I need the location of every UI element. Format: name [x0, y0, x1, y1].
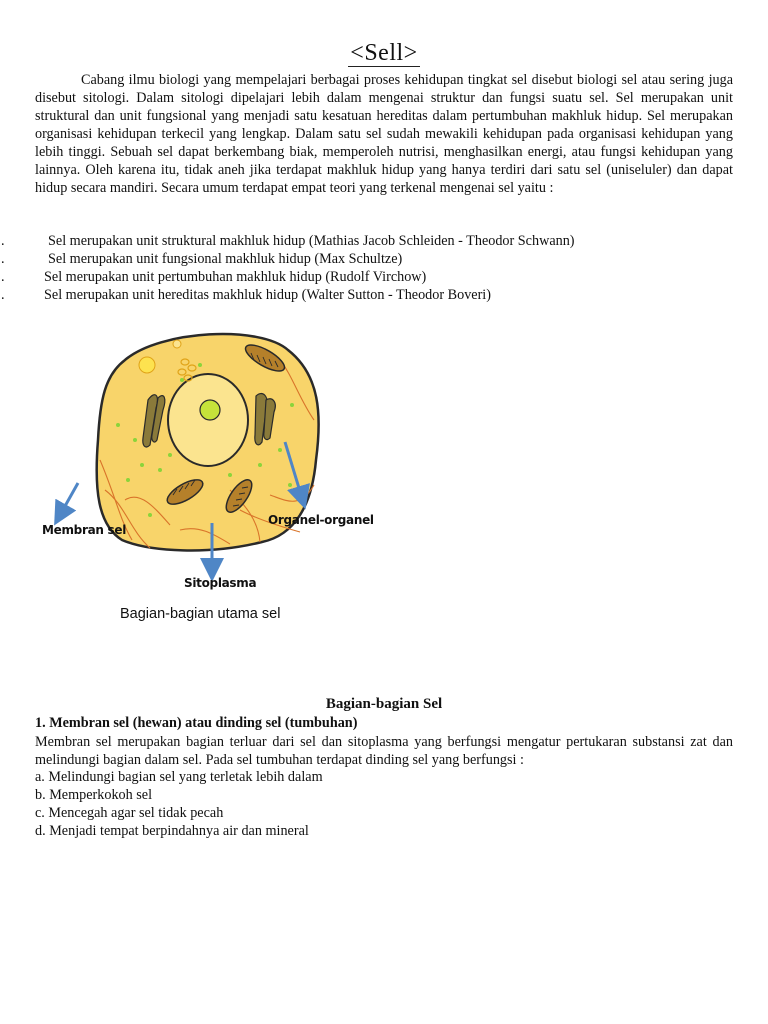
- list-bullet: .: [1, 251, 5, 267]
- intro-paragraph: Cabang ilmu biologi yang mempelajari berbagai proses kehidupan tingkat sel disebut biologi sel atau sering juga disebut sitologi. Dalam sitologi dipelajari lebih dalam mengenai struktur dan fungsi suatu sel. Sel merupakan unit struktural dan unit fungsional yang menjadi satu kesatuan hereditas dalam pertumbuhan makhluk hidup. Sel merupakan organisasi kehidupan terkecil yang lengkap. Dalam satu sel sudah mewakili kehidupan pada organisasi kehidupan yang lebih tinggi. Sebuah sel dapat berkembang biak, memperoleh nutrisi, menghasilkan energi, atau fungsi kehidupan yang lainnya. Oleh karena itu, tidak aneh jika terdapat makhluk hidup yang hanya terdiri dari satu sel (uniseluler) dan dapat hidup secara mandiri. Secara umum terdapat empat teori yang terkenal mengenai sel yaitu :: [35, 72, 733, 196]
- list-item-text: Sel merupakan unit hereditas makhluk hidup (Walter Sutton - Theodor Boveri): [44, 287, 491, 303]
- list-item-text: Sel merupakan unit fungsional makhluk hidup (Max Schultze): [48, 251, 403, 267]
- list-bullet: .: [1, 269, 5, 285]
- figure-caption: Bagian-bagian utama sel: [120, 606, 281, 622]
- list-item: d. Menjadi tempat berpindahnya air dan mineral: [35, 823, 309, 839]
- small-vesicle: [173, 340, 181, 348]
- nucleolus: [200, 400, 220, 420]
- list-item-text: Sel merupakan unit struktural makhluk hidup (Mathias Jacob Schleiden - Theodor Schwann): [48, 233, 575, 249]
- list-item: [0, 232, 768, 250]
- list-item-text: Sel merupakan unit pertumbuhan makhluk hidup (Rudolf Virchow): [44, 269, 427, 285]
- membrane-label: Membran sel: [42, 523, 127, 537]
- list-item: [0, 268, 768, 286]
- membrane-arrow: [60, 483, 78, 515]
- theory-list: [0, 232, 768, 304]
- list-item: a. Melindungi bagian sel yang terletak lebih dalam: [35, 769, 323, 785]
- section-paragraph: Membran sel merupakan bagian terluar dari sel dan sitoplasma yang berfungsi mengatur pertukaran substansi zat dan melindungi bagian dalam sel. Pada sel tumbuhan terdapat dinding sel yang berfungsi :: [35, 734, 733, 768]
- page-title: [0, 40, 768, 67]
- section-title: Bagian-bagian Sel: [325, 696, 443, 712]
- list-item: c. Mencegah agar sel tidak pecah: [35, 805, 224, 821]
- cell-diagram: [30, 320, 374, 610]
- list-item: b. Memperkokoh sel: [35, 787, 153, 803]
- page-title-text: <Sell>: [350, 40, 418, 66]
- list-bullet: .: [1, 287, 5, 303]
- function-list: [35, 768, 323, 840]
- list-item: [0, 250, 768, 268]
- list-item: [0, 286, 768, 304]
- section-subheading: 1. Membran sel (hewan) atau dinding sel (tumbuhan): [35, 715, 358, 731]
- list-bullet: .: [1, 233, 5, 249]
- vacuole: [139, 357, 155, 373]
- cytoplasm-label: Sitoplasma: [184, 576, 257, 590]
- cell-diagram-svg: [30, 320, 370, 610]
- organelle-label: Organel-organel: [268, 513, 374, 527]
